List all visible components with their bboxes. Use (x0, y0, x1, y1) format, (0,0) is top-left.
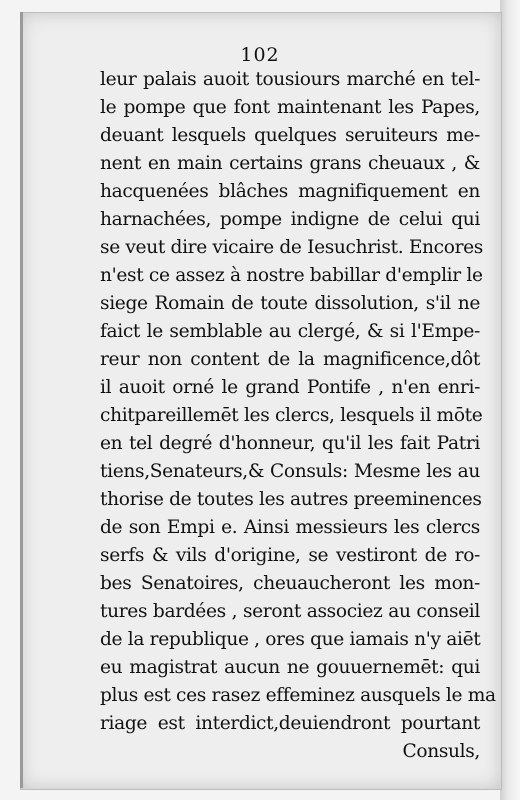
body-text (100, 66, 496, 766)
text-line: en tel degré d'honneur, qu'il les fait Patri (100, 433, 480, 454)
text-line: harnachées, pompe indigne de celui qui (100, 209, 480, 230)
text-line: serfs & vils d'origine, se vestiront de ro- (100, 545, 480, 566)
text-line: de la republique , ores que iamais n'y aiēt (100, 629, 481, 650)
text-line: il auoit orné le grand Pontife , n'en enri- (100, 377, 480, 398)
text-line: siege Romain de toute dissolution, s'il ne (100, 293, 480, 314)
text-line: n'est ce assez à nostre babillar d'emplir le (100, 265, 483, 286)
text-line: le pompe que font maintenant les Papes, (100, 97, 480, 118)
text-line: thorise de toutes les autres preeminences (100, 489, 482, 510)
page-gutter-shadow (20, 12, 23, 788)
text-line: leur palais auoit tousiours marché en tel- (100, 69, 480, 90)
text-line: de son Empi e. Ainsi messieurs les clercs (100, 517, 480, 538)
text-line: eu magistrat aucun ne gouuernemēt: qui (100, 657, 480, 678)
adjacent-page-edge (500, 0, 520, 800)
text-line: bes Senatoires, cheuaucheront les mon- (100, 573, 480, 594)
text-line: reur non content de la magnificence,dôt (100, 349, 480, 370)
text-line: faict le semblable au clergé, & si l'Empe- (100, 321, 480, 342)
text-line: nent en main certains grans cheuaux , & (100, 153, 480, 174)
text-line: plus est ces rasez effeminez ausquels le ma (100, 685, 496, 706)
text-line: chitpareillemēt les clercs, lesquels il mōte (100, 405, 483, 426)
text-line: tiens,Senateurs,& Consuls: Mesme les au (100, 461, 480, 482)
text-line: deuant lesquels quelques seruiteurs me- (100, 125, 480, 146)
page-number: 102 (240, 44, 280, 66)
text-line: hacquenées blâches magnifiquement en (100, 181, 480, 202)
text-line: riage est interdict,deuiendront pourtant (100, 713, 480, 734)
catchword: Consuls, (402, 741, 480, 762)
text-line: tures bardées , seront associez au conseil (100, 601, 480, 622)
text-line: se veut dire vicaire de Iesuchrist. Encores (100, 237, 483, 258)
